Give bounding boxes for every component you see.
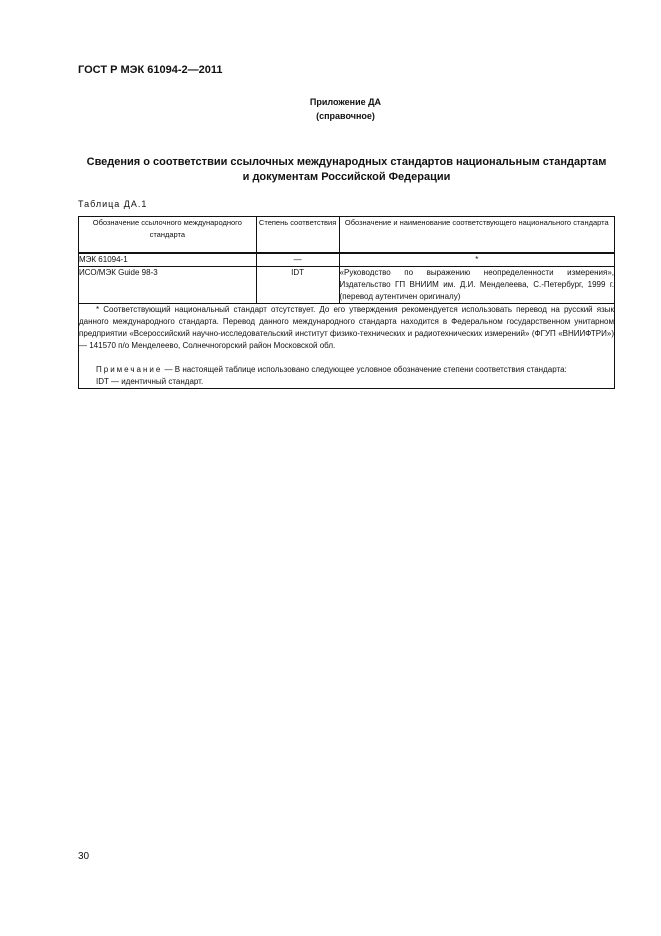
- header-national-standard: Обозначение и наименование соответствующего национального стандарта: [339, 217, 614, 254]
- page-number: 30: [78, 851, 90, 862]
- table-footnote-cell: [79, 304, 615, 389]
- header-degree: Степень соответствия: [256, 217, 339, 254]
- section-title-line-1: Сведения о соответствии ссылочных международных стандартов национальным стандартам: [86, 156, 607, 168]
- table-caption: Таблица ДА.1: [78, 199, 148, 209]
- table-header-row: [79, 217, 615, 254]
- table-row: [79, 253, 615, 267]
- appendix-heading: [0, 95, 661, 123]
- appendix-title: Приложение ДА: [309, 97, 382, 107]
- row-1-designation: МЭК 61094-1: [79, 253, 257, 267]
- table-row: [79, 267, 615, 304]
- row-2-degree: IDT: [256, 267, 339, 304]
- note-idt-definition: IDT — идентичный стандарт.: [96, 377, 204, 386]
- row-2-designation: ИСО/МЭК Guide 98-3: [79, 267, 257, 304]
- header-international-standard: Обозначение ссылочного международного стандарта: [79, 217, 257, 254]
- note-text: — В настоящей таблице использовано следующее условное обозначение степени соответствия стандарта:: [162, 365, 567, 374]
- correspondence-table: [78, 216, 615, 389]
- document-code: ГОСТ Р МЭК 61094-2—2011: [78, 64, 223, 76]
- row-2-national: «Руководство по выражению неопределенности измерения», Издательство ГП ВНИИМ им. Д.И. Менделеева, С.-Петербург, 1999 г. (перевод аутентичен оригиналу): [339, 267, 614, 304]
- note-label: Примечание: [96, 365, 163, 374]
- section-title-line-2: и документам Российской Федерации: [242, 171, 451, 183]
- section-title: [78, 155, 615, 185]
- appendix-subtitle: (справочное): [316, 111, 375, 121]
- table-footnote-row: [79, 304, 615, 389]
- row-1-degree: —: [256, 253, 339, 267]
- row-1-national: *: [339, 253, 614, 267]
- table-note: [79, 364, 614, 376]
- footnote-text: * Соответствующий национальный стандарт отсутствует. До его утверждения рекомендуется использовать перевод на русский язык данного международного стандарта. Перевод данного международного стандарта находится в Федеральном государственном унитарном предприятии «Всероссийский научно-исследовательский институт физико-технических и радиотехнических измерений» (ФГУП «ВНИИФТРИ») — 141570 п/о Менделеево, Солнечногорский район Московской обл.: [79, 305, 614, 350]
